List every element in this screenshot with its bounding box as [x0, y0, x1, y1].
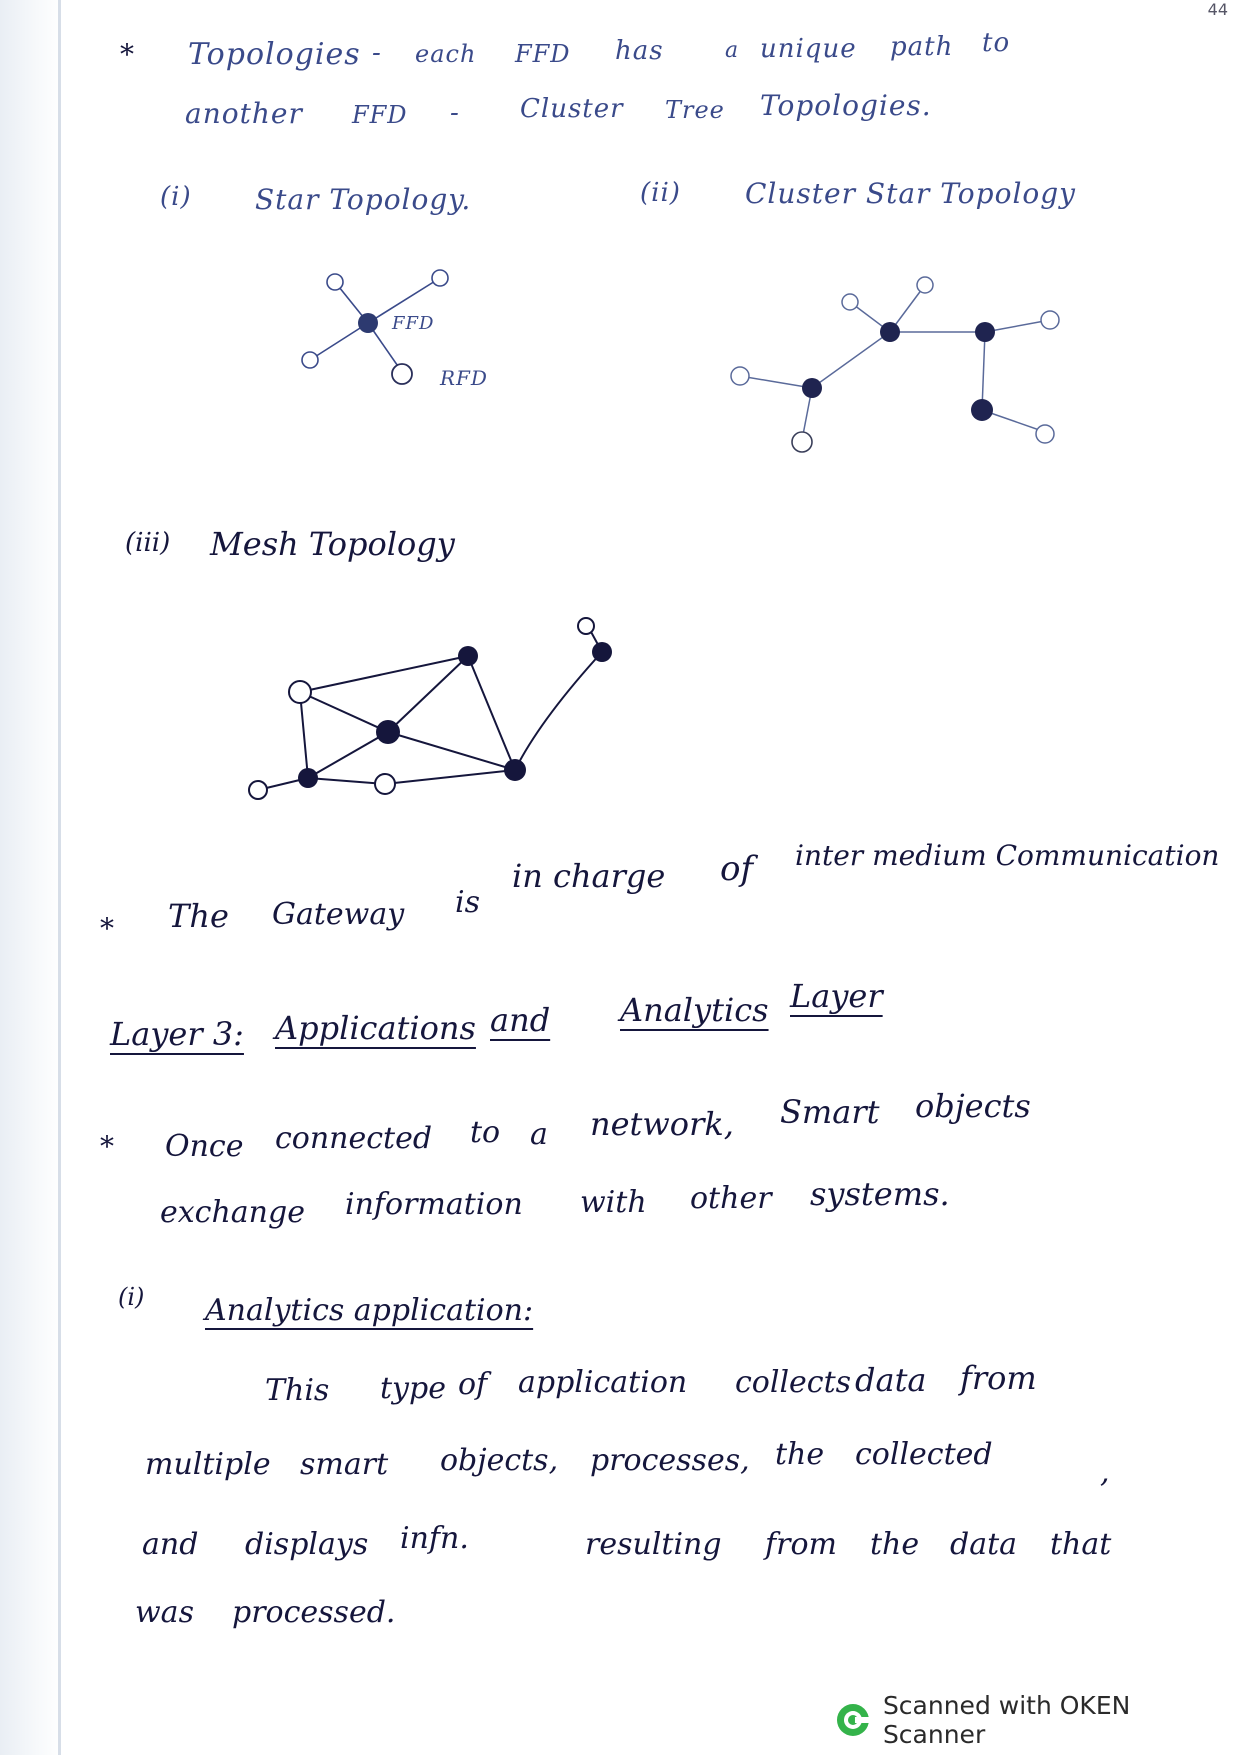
- word: the: [870, 1527, 920, 1562]
- word: Cluster: [520, 94, 624, 124]
- word: This: [265, 1373, 330, 1408]
- word: data: [855, 1361, 927, 1399]
- word: FFD: [352, 101, 408, 129]
- word: type: [380, 1371, 446, 1406]
- word: -: [372, 38, 382, 68]
- cluster-star-topology-diagram: [720, 270, 1080, 470]
- word: and: [142, 1527, 199, 1562]
- word: has: [615, 36, 664, 66]
- scanner-badge-text: Scanned with OKEN Scanner: [882, 1691, 1131, 1749]
- word: collects: [735, 1365, 852, 1400]
- word: systems.: [810, 1175, 950, 1213]
- rfd-label: RFD: [440, 366, 488, 390]
- page-edge: [0, 0, 62, 1755]
- layer3-word: Layer: [790, 977, 883, 1015]
- word: Smart: [780, 1093, 880, 1131]
- word: to: [470, 1115, 501, 1150]
- word: information: [345, 1187, 523, 1222]
- word: path: [890, 32, 954, 62]
- word: to: [982, 28, 1011, 58]
- scanner-badge: [835, 1691, 1240, 1749]
- word: objects: [915, 1087, 1031, 1125]
- word: inter medium Communication: [795, 839, 1220, 872]
- layer3-word: Analytics: [620, 991, 769, 1029]
- bullet: *: [120, 38, 134, 71]
- layer3-word: Applications: [275, 1009, 476, 1047]
- bullet: *: [100, 1130, 114, 1163]
- word: displays: [245, 1527, 369, 1562]
- mesh-topology-number: (iii): [125, 528, 171, 558]
- word: is: [455, 885, 480, 920]
- page-corner-mark: 44: [1207, 0, 1228, 19]
- word: of: [458, 1367, 488, 1402]
- ffd-label: FFD: [392, 313, 435, 334]
- analytics-title: Analytics application:: [205, 1293, 534, 1328]
- star-topology-title: Star Topology.: [255, 183, 472, 216]
- word: objects,: [440, 1443, 559, 1478]
- word: of: [720, 849, 754, 889]
- word: multiple: [145, 1447, 271, 1482]
- word: application: [518, 1365, 688, 1400]
- word: ,: [1100, 1455, 1110, 1490]
- word: that: [1050, 1527, 1112, 1562]
- word: collected: [855, 1437, 993, 1472]
- word: -: [450, 98, 460, 128]
- word: a: [725, 38, 740, 63]
- word: from: [960, 1359, 1037, 1397]
- cluster-topology-number: (ii): [640, 178, 681, 208]
- word: Topologies.: [760, 89, 932, 122]
- analytics-number: (i): [118, 1283, 145, 1311]
- mesh-topology-diagram: [240, 600, 640, 820]
- word: infn.: [400, 1521, 469, 1556]
- word: Gateway: [272, 897, 405, 932]
- word: in charge: [512, 857, 666, 895]
- star-topology-number: (i): [160, 182, 192, 212]
- word: connected: [275, 1121, 433, 1156]
- word: processed.: [232, 1595, 396, 1630]
- mesh-topology-title: Mesh Topology: [210, 525, 455, 563]
- word: data: [950, 1527, 1018, 1562]
- word: Tree: [665, 96, 725, 124]
- word: processes,: [590, 1443, 750, 1478]
- layer3-label: Layer 3:: [110, 1015, 244, 1053]
- layer3-word: and: [490, 1001, 551, 1039]
- oken-scanner-logo-icon: [835, 1702, 871, 1738]
- word: other: [690, 1181, 772, 1216]
- word: each: [415, 40, 477, 68]
- word: another: [185, 97, 303, 130]
- cluster-topology-title: Cluster Star Topology: [745, 177, 1076, 210]
- word: Once: [165, 1129, 244, 1164]
- word: the: [775, 1437, 825, 1472]
- word: a: [530, 1117, 548, 1152]
- word: from: [765, 1527, 837, 1562]
- word: smart: [300, 1447, 389, 1482]
- word: was: [135, 1595, 194, 1630]
- word: resulting: [585, 1527, 722, 1562]
- word: The: [168, 897, 229, 935]
- word: unique: [760, 34, 857, 64]
- word: FFD: [515, 40, 571, 68]
- word: with: [580, 1185, 647, 1220]
- word: exchange: [160, 1195, 305, 1230]
- word: Topologies: [188, 37, 361, 72]
- bullet: *: [100, 912, 114, 945]
- page-edge-line: [58, 0, 61, 1755]
- word: network,: [590, 1105, 734, 1143]
